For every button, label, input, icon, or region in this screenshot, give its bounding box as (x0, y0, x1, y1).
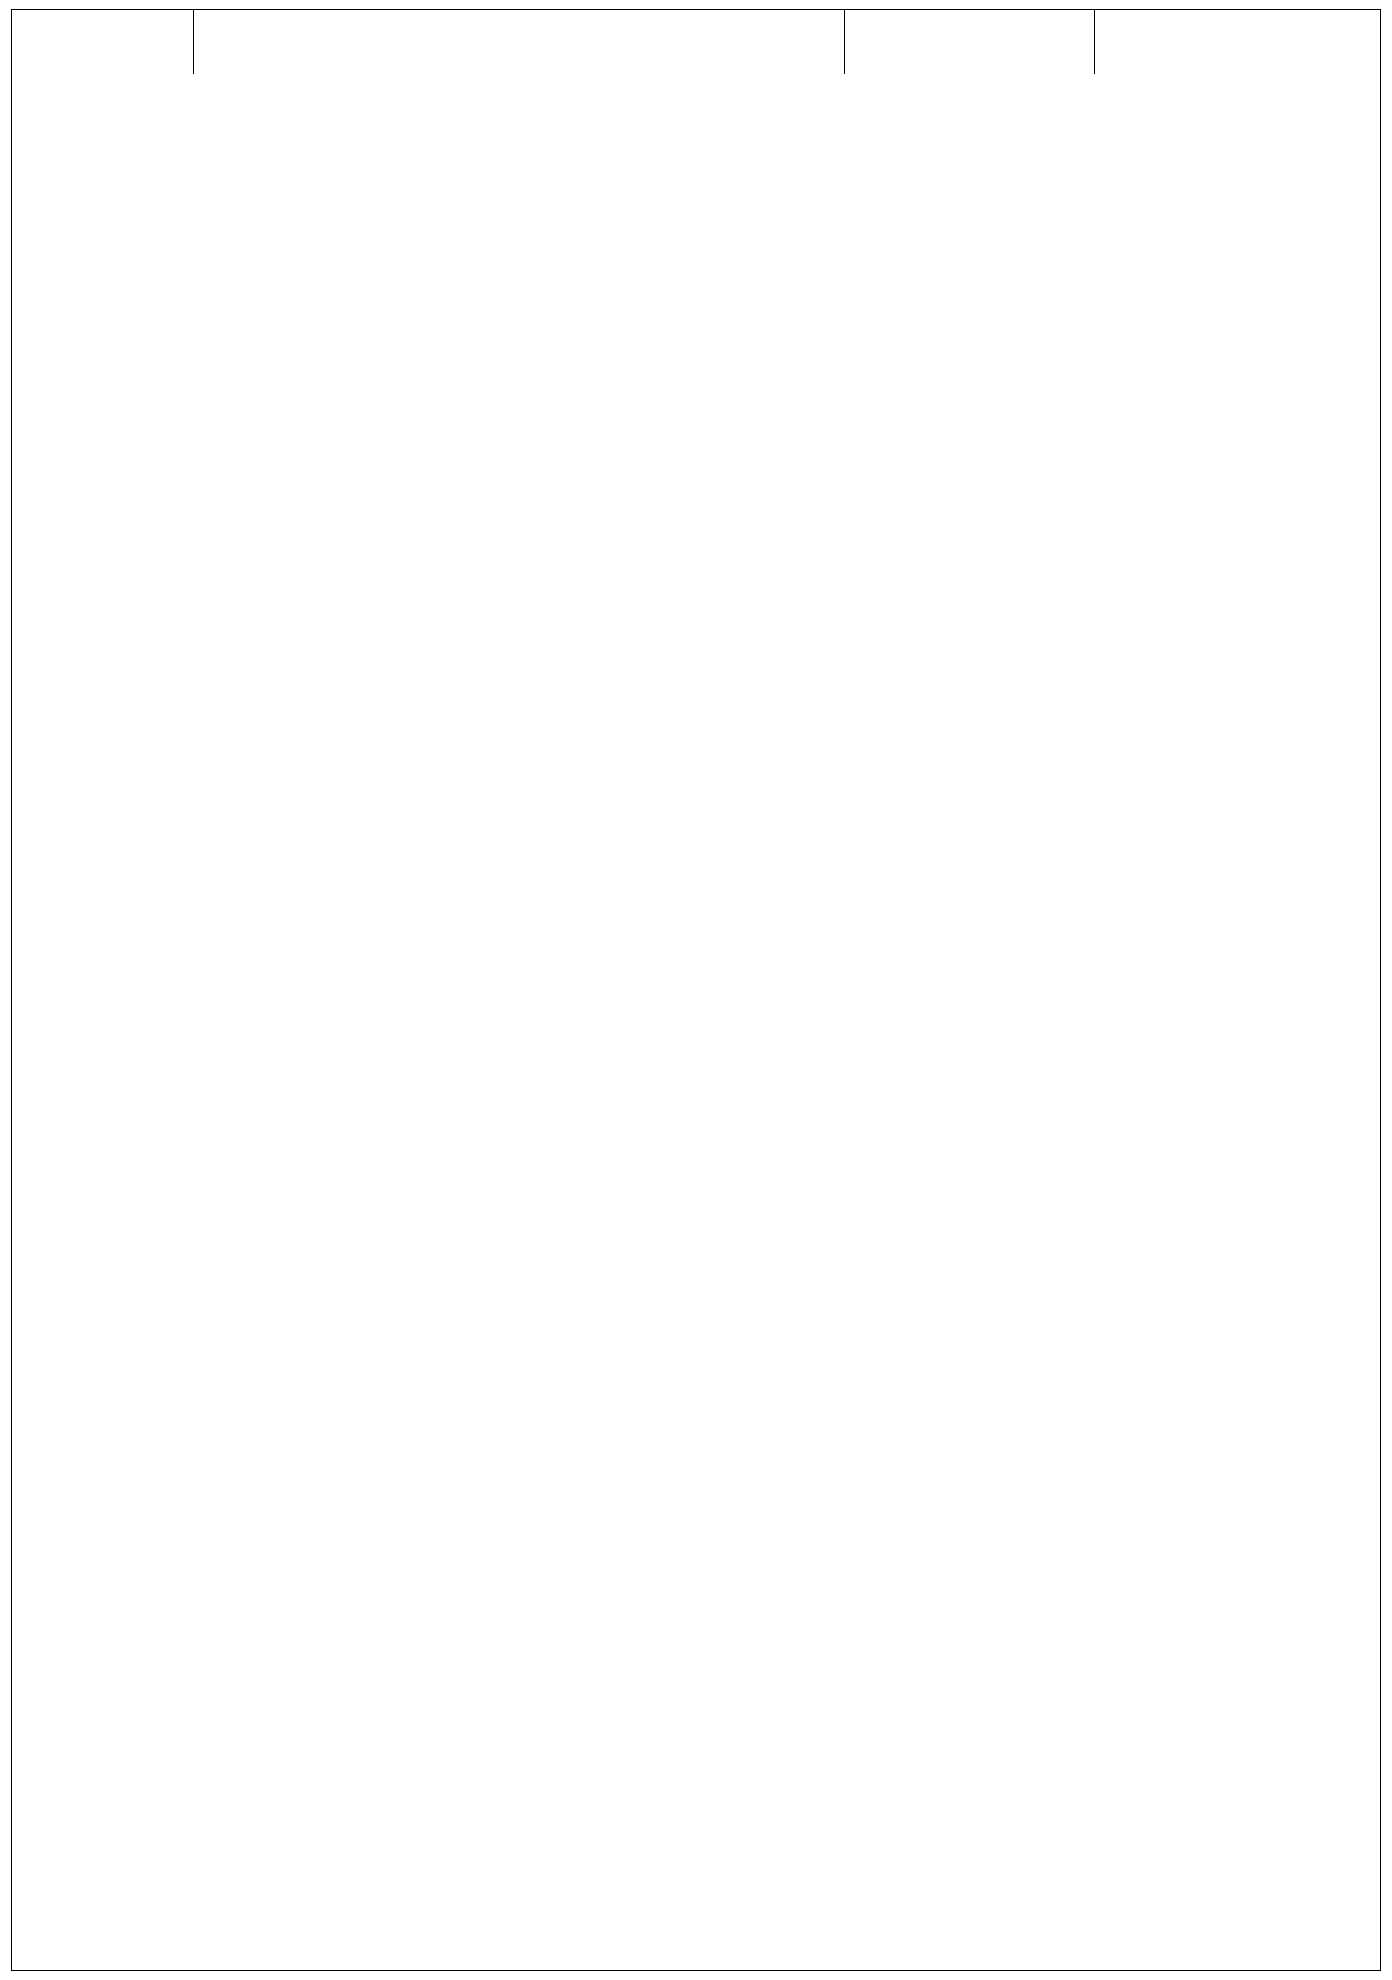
header-row (12, 10, 1380, 74)
header-control-module (12, 10, 193, 74)
control-module-table (11, 9, 1381, 1971)
header-network (844, 10, 1094, 74)
header-name-function (193, 10, 844, 74)
header-other (1094, 10, 1382, 74)
